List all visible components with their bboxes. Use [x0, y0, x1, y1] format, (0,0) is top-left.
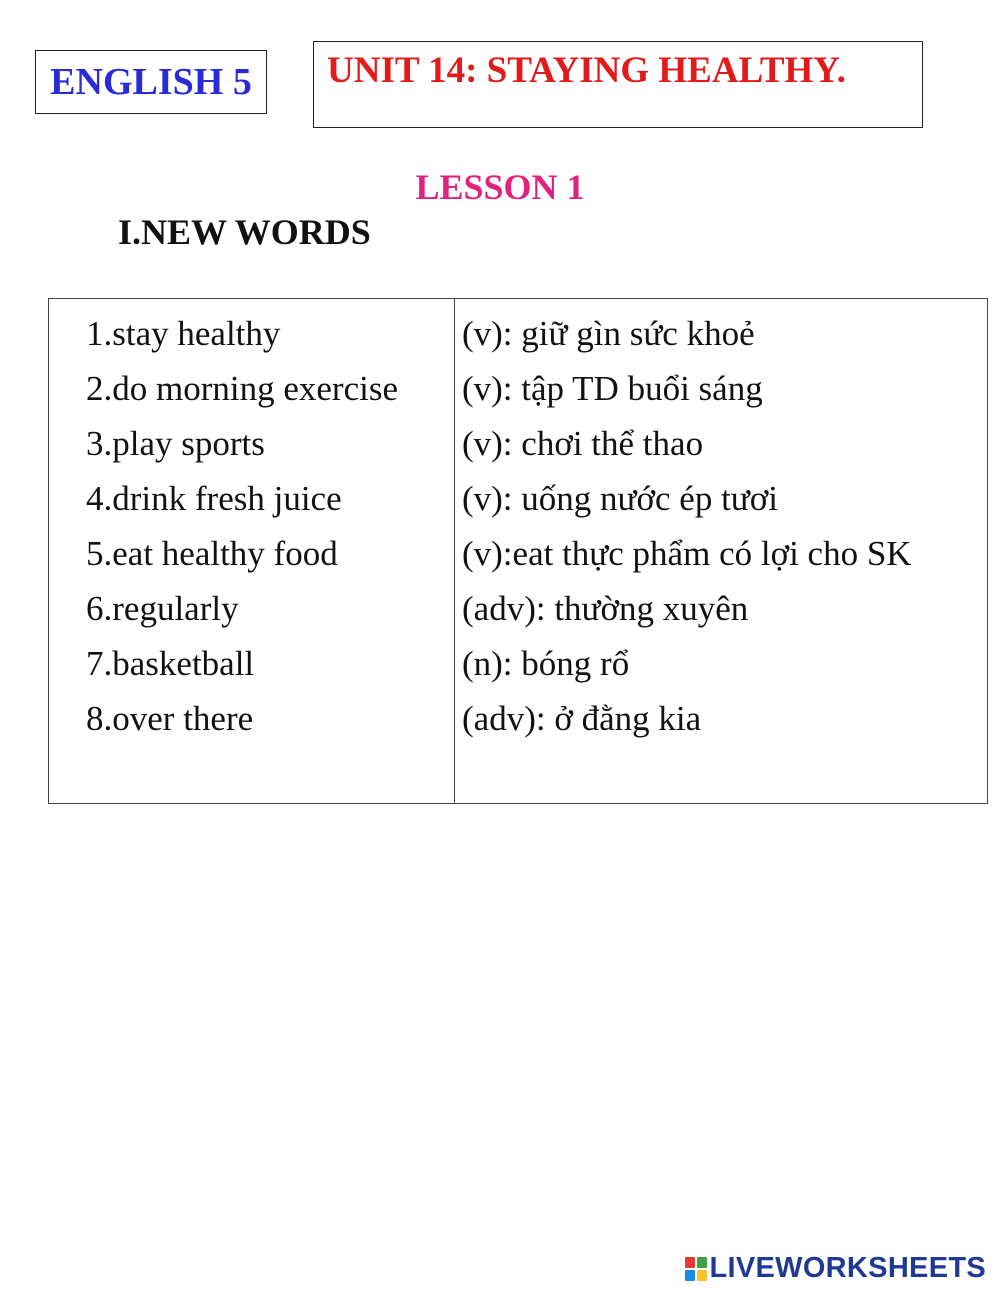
- icon-square-green: [697, 1257, 707, 1268]
- icon-square-yellow: [697, 1270, 707, 1281]
- vocab-english: 1.stay healthy: [86, 314, 281, 353]
- unit-title: UNIT 14: STAYING HEALTHY.: [327, 50, 846, 91]
- english-column: [86, 311, 398, 751]
- vocabulary-table: [48, 298, 988, 804]
- vocab-english: 4.drink fresh juice: [86, 479, 342, 518]
- vocab-english: 7.basketball: [86, 644, 255, 683]
- vocab-vietnamese: (v): uống nước ép tươi: [462, 479, 779, 518]
- subject-label: ENGLISH 5: [50, 61, 252, 103]
- vocab-vietnamese: (v):eat thực phẩm có lợi cho SK: [462, 534, 912, 573]
- liveworksheets-logo[interactable]: [685, 1252, 987, 1285]
- vocab-english: 3.play sports: [86, 424, 265, 463]
- brand-name: LIVEWORKSHEETS: [709, 1252, 986, 1284]
- section-title: I.NEW WORDS: [118, 212, 371, 252]
- column-divider: [454, 299, 455, 803]
- unit-title-box: [313, 41, 923, 128]
- vietnamese-column: [462, 311, 912, 751]
- icon-square-blue: [685, 1270, 695, 1281]
- vocab-english: 8.over there: [86, 699, 254, 738]
- vocab-vietnamese: (n): bóng rổ: [462, 644, 630, 683]
- icon-square-red: [685, 1257, 695, 1268]
- subject-label-box: [35, 50, 267, 114]
- liveworksheets-icon: [685, 1257, 707, 1281]
- vocab-english: 2.do morning exercise: [86, 369, 398, 408]
- vocab-vietnamese: (adv): thường xuyên: [462, 589, 749, 628]
- lesson-title: LESSON 1: [415, 167, 585, 207]
- vocab-vietnamese: (adv): ở đằng kia: [462, 699, 702, 738]
- vocab-vietnamese: (v): chơi thể thao: [462, 424, 704, 463]
- vocab-vietnamese: (v): tập TD buổi sáng: [462, 369, 763, 408]
- vocab-english: 5.eat healthy food: [86, 534, 338, 573]
- vocab-english: 6.regularly: [86, 589, 239, 628]
- vocab-vietnamese: (v): giữ gìn sức khoẻ: [462, 314, 755, 353]
